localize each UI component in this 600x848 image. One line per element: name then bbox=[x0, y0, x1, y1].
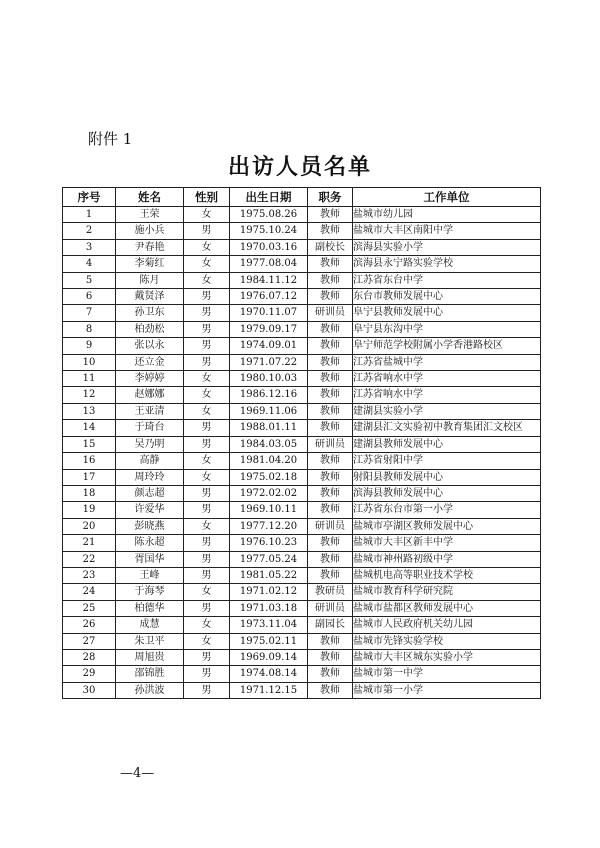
cell-birth-date: 1977.12.20 bbox=[230, 518, 308, 534]
cell-gender: 男 bbox=[184, 321, 230, 337]
table-row bbox=[63, 649, 541, 665]
table-row bbox=[63, 387, 541, 403]
cell-gender: 女 bbox=[184, 207, 230, 223]
cell-work-unit: 建湖县教师发展中心 bbox=[353, 436, 541, 452]
cell-position: 教师 bbox=[308, 289, 353, 305]
cell-work-unit: 盐城市教育科学研究院 bbox=[353, 584, 541, 600]
cell-name: 于海琴 bbox=[116, 584, 184, 600]
cell-birth-date: 1970.03.16 bbox=[230, 239, 308, 255]
cell-birth-date: 1971.12.15 bbox=[230, 682, 308, 698]
cell-serial: 21 bbox=[63, 535, 116, 551]
cell-position: 研训员 bbox=[308, 600, 353, 616]
cell-serial: 17 bbox=[63, 469, 116, 485]
header-name: 姓名 bbox=[116, 188, 184, 207]
cell-serial: 29 bbox=[63, 666, 116, 682]
table-row bbox=[63, 354, 541, 370]
cell-name: 高静 bbox=[116, 453, 184, 469]
personnel-table bbox=[62, 187, 541, 699]
header-gender: 性别 bbox=[184, 188, 230, 207]
cell-name: 尹春艳 bbox=[116, 239, 184, 255]
cell-serial: 22 bbox=[63, 551, 116, 567]
cell-position: 教师 bbox=[308, 567, 353, 583]
header-position: 职务 bbox=[308, 188, 353, 207]
cell-gender: 男 bbox=[184, 600, 230, 616]
cell-work-unit: 江苏省东台市第一小学 bbox=[353, 502, 541, 518]
cell-position: 教师 bbox=[308, 666, 353, 682]
cell-serial: 2 bbox=[63, 223, 116, 239]
cell-birth-date: 1970.11.07 bbox=[230, 305, 308, 321]
table-row bbox=[63, 305, 541, 321]
cell-work-unit: 江苏省射阳中学 bbox=[353, 453, 541, 469]
cell-birth-date: 1975.02.18 bbox=[230, 469, 308, 485]
cell-name: 陈永超 bbox=[116, 535, 184, 551]
cell-gender: 男 bbox=[184, 223, 230, 239]
cell-gender: 男 bbox=[184, 289, 230, 305]
cell-gender: 女 bbox=[184, 272, 230, 288]
cell-gender: 女 bbox=[184, 256, 230, 272]
cell-work-unit: 阜宁县东沟中学 bbox=[353, 321, 541, 337]
cell-serial: 10 bbox=[63, 354, 116, 370]
cell-name: 张以永 bbox=[116, 338, 184, 354]
cell-work-unit: 阜宁县教师发展中心 bbox=[353, 305, 541, 321]
cell-position: 教研员 bbox=[308, 584, 353, 600]
cell-position: 教师 bbox=[308, 535, 353, 551]
table-row bbox=[63, 551, 541, 567]
cell-work-unit: 江苏省东台中学 bbox=[353, 272, 541, 288]
table-row bbox=[63, 436, 541, 452]
cell-serial: 23 bbox=[63, 567, 116, 583]
cell-name: 柏德华 bbox=[116, 600, 184, 616]
cell-name: 于琦台 bbox=[116, 420, 184, 436]
cell-gender: 男 bbox=[184, 485, 230, 501]
cell-birth-date: 1984.03.05 bbox=[230, 436, 308, 452]
table-row bbox=[63, 617, 541, 633]
cell-gender: 男 bbox=[184, 567, 230, 583]
table-row bbox=[63, 420, 541, 436]
cell-birth-date: 1972.02.02 bbox=[230, 485, 308, 501]
cell-serial: 15 bbox=[63, 436, 116, 452]
cell-serial: 1 bbox=[63, 207, 116, 223]
cell-gender: 男 bbox=[184, 551, 230, 567]
header-serial: 序号 bbox=[63, 188, 116, 207]
cell-gender: 男 bbox=[184, 354, 230, 370]
cell-gender: 女 bbox=[184, 617, 230, 633]
cell-position: 教师 bbox=[308, 453, 353, 469]
cell-work-unit: 盐城市幼儿园 bbox=[353, 207, 541, 223]
cell-serial: 9 bbox=[63, 338, 116, 354]
cell-work-unit: 滨海县永宁路实验学校 bbox=[353, 256, 541, 272]
cell-position: 教师 bbox=[308, 354, 353, 370]
table-row bbox=[63, 502, 541, 518]
cell-serial: 30 bbox=[63, 682, 116, 698]
table-row bbox=[63, 453, 541, 469]
cell-serial: 19 bbox=[63, 502, 116, 518]
cell-gender: 女 bbox=[184, 469, 230, 485]
cell-serial: 5 bbox=[63, 272, 116, 288]
cell-work-unit: 江苏省响水中学 bbox=[353, 371, 541, 387]
cell-position: 教师 bbox=[308, 551, 353, 567]
cell-birth-date: 1976.07.12 bbox=[230, 289, 308, 305]
cell-birth-date: 1986.12.16 bbox=[230, 387, 308, 403]
cell-serial: 25 bbox=[63, 600, 116, 616]
attachment-label: 附件 1 bbox=[88, 130, 133, 148]
cell-name: 王亚清 bbox=[116, 403, 184, 419]
cell-position: 教师 bbox=[308, 403, 353, 419]
table-row bbox=[63, 223, 541, 239]
table-row bbox=[63, 666, 541, 682]
cell-birth-date: 1973.11.04 bbox=[230, 617, 308, 633]
cell-position: 教师 bbox=[308, 256, 353, 272]
cell-work-unit: 盐城市人民政府机关幼儿园 bbox=[353, 617, 541, 633]
table-row bbox=[63, 600, 541, 616]
cell-name: 成慧 bbox=[116, 617, 184, 633]
cell-serial: 20 bbox=[63, 518, 116, 534]
cell-birth-date: 1976.10.23 bbox=[230, 535, 308, 551]
cell-gender: 男 bbox=[184, 502, 230, 518]
cell-name: 施小兵 bbox=[116, 223, 184, 239]
cell-gender: 男 bbox=[184, 535, 230, 551]
cell-name: 朱卫平 bbox=[116, 633, 184, 649]
cell-name: 王峰 bbox=[116, 567, 184, 583]
cell-birth-date: 1971.07.22 bbox=[230, 354, 308, 370]
cell-gender: 女 bbox=[184, 403, 230, 419]
cell-serial: 16 bbox=[63, 453, 116, 469]
cell-serial: 11 bbox=[63, 371, 116, 387]
cell-serial: 3 bbox=[63, 239, 116, 255]
cell-name: 颜志超 bbox=[116, 485, 184, 501]
cell-serial: 7 bbox=[63, 305, 116, 321]
cell-serial: 8 bbox=[63, 321, 116, 337]
table-row bbox=[63, 272, 541, 288]
cell-work-unit: 滨海县实验小学 bbox=[353, 239, 541, 255]
cell-birth-date: 1974.09.01 bbox=[230, 338, 308, 354]
cell-serial: 27 bbox=[63, 633, 116, 649]
page-number: —4— bbox=[120, 766, 155, 781]
cell-work-unit: 阜宁师范学校附属小学香港路校区 bbox=[353, 338, 541, 354]
cell-work-unit: 盐城市大丰区南阳中学 bbox=[353, 223, 541, 239]
page-title: 出访人员名单 bbox=[227, 154, 372, 180]
cell-position: 教师 bbox=[308, 387, 353, 403]
cell-position: 教师 bbox=[308, 420, 353, 436]
cell-gender: 男 bbox=[184, 666, 230, 682]
cell-position: 教师 bbox=[308, 272, 353, 288]
cell-name: 孙洪波 bbox=[116, 682, 184, 698]
table-row bbox=[63, 371, 541, 387]
cell-gender: 男 bbox=[184, 682, 230, 698]
cell-work-unit: 盐城市神州路初级中学 bbox=[353, 551, 541, 567]
table-row bbox=[63, 535, 541, 551]
cell-gender: 女 bbox=[184, 518, 230, 534]
cell-gender: 女 bbox=[184, 453, 230, 469]
cell-name: 王荣 bbox=[116, 207, 184, 223]
cell-birth-date: 1977.05.24 bbox=[230, 551, 308, 567]
cell-position: 教师 bbox=[308, 321, 353, 337]
cell-name: 吴乃明 bbox=[116, 436, 184, 452]
cell-position: 研训员 bbox=[308, 436, 353, 452]
cell-name: 赵娜娜 bbox=[116, 387, 184, 403]
cell-gender: 女 bbox=[184, 387, 230, 403]
cell-gender: 女 bbox=[184, 584, 230, 600]
cell-birth-date: 1981.05.22 bbox=[230, 567, 308, 583]
table-row bbox=[63, 567, 541, 583]
cell-work-unit: 盐城市亭湖区教师发展中心 bbox=[353, 518, 541, 534]
cell-work-unit: 盐城市第一中学 bbox=[353, 666, 541, 682]
cell-name: 陈月 bbox=[116, 272, 184, 288]
cell-serial: 18 bbox=[63, 485, 116, 501]
cell-serial: 12 bbox=[63, 387, 116, 403]
cell-position: 教师 bbox=[308, 338, 353, 354]
cell-gender: 女 bbox=[184, 239, 230, 255]
cell-position: 教师 bbox=[308, 502, 353, 518]
cell-position: 副园长 bbox=[308, 617, 353, 633]
cell-position: 教师 bbox=[308, 649, 353, 665]
cell-birth-date: 1969.11.06 bbox=[230, 403, 308, 419]
cell-gender: 男 bbox=[184, 436, 230, 452]
cell-birth-date: 1975.10.24 bbox=[230, 223, 308, 239]
cell-gender: 女 bbox=[184, 371, 230, 387]
table-row bbox=[63, 338, 541, 354]
cell-position: 教师 bbox=[308, 207, 353, 223]
cell-serial: 13 bbox=[63, 403, 116, 419]
table-row bbox=[63, 485, 541, 501]
cell-name: 周玲玲 bbox=[116, 469, 184, 485]
cell-birth-date: 1977.08.04 bbox=[230, 256, 308, 272]
cell-birth-date: 1981.04.20 bbox=[230, 453, 308, 469]
cell-birth-date: 1974.08.14 bbox=[230, 666, 308, 682]
table-row bbox=[63, 289, 541, 305]
cell-name: 周旭贵 bbox=[116, 649, 184, 665]
cell-position: 教师 bbox=[308, 633, 353, 649]
cell-work-unit: 盐城市大丰区城东实验小学 bbox=[353, 649, 541, 665]
cell-birth-date: 1969.09.14 bbox=[230, 649, 308, 665]
cell-position: 副校长 bbox=[308, 239, 353, 255]
table-row bbox=[63, 207, 541, 223]
cell-birth-date: 1988.01.11 bbox=[230, 420, 308, 436]
table-row bbox=[63, 518, 541, 534]
cell-serial: 28 bbox=[63, 649, 116, 665]
header-birth-date: 出生日期 bbox=[230, 188, 308, 207]
cell-birth-date: 1980.10.03 bbox=[230, 371, 308, 387]
cell-gender: 男 bbox=[184, 420, 230, 436]
cell-serial: 24 bbox=[63, 584, 116, 600]
cell-gender: 女 bbox=[184, 633, 230, 649]
cell-birth-date: 1984.11.12 bbox=[230, 272, 308, 288]
cell-work-unit: 盐城市先锋实验学校 bbox=[353, 633, 541, 649]
cell-position: 研训员 bbox=[308, 305, 353, 321]
table-row bbox=[63, 239, 541, 255]
header-work-unit: 工作单位 bbox=[353, 188, 541, 207]
cell-birth-date: 1975.02.11 bbox=[230, 633, 308, 649]
cell-birth-date: 1969.10.11 bbox=[230, 502, 308, 518]
table-row bbox=[63, 256, 541, 272]
cell-birth-date: 1971.03.18 bbox=[230, 600, 308, 616]
cell-name: 邵锦胜 bbox=[116, 666, 184, 682]
cell-name: 李菊红 bbox=[116, 256, 184, 272]
cell-work-unit: 盐城机电高等职业技术学校 bbox=[353, 567, 541, 583]
cell-name: 许爱华 bbox=[116, 502, 184, 518]
cell-work-unit: 东台市教师发展中心 bbox=[353, 289, 541, 305]
cell-name: 还立金 bbox=[116, 354, 184, 370]
table-row bbox=[63, 469, 541, 485]
cell-birth-date: 1971.02.12 bbox=[230, 584, 308, 600]
cell-gender: 男 bbox=[184, 338, 230, 354]
table-row bbox=[63, 403, 541, 419]
cell-position: 教师 bbox=[308, 682, 353, 698]
cell-work-unit: 建湖县实验小学 bbox=[353, 403, 541, 419]
cell-name: 胥国华 bbox=[116, 551, 184, 567]
cell-work-unit: 盐城市第一小学 bbox=[353, 682, 541, 698]
cell-position: 教师 bbox=[308, 371, 353, 387]
cell-name: 李婷婷 bbox=[116, 371, 184, 387]
table-row bbox=[63, 682, 541, 698]
cell-position: 教师 bbox=[308, 223, 353, 239]
cell-name: 彭晓燕 bbox=[116, 518, 184, 534]
cell-work-unit: 江苏省盐城中学 bbox=[353, 354, 541, 370]
cell-work-unit: 盐城市大丰区新丰中学 bbox=[353, 535, 541, 551]
cell-work-unit: 盐城市盐都区教师发展中心 bbox=[353, 600, 541, 616]
cell-name: 孙卫东 bbox=[116, 305, 184, 321]
cell-serial: 14 bbox=[63, 420, 116, 436]
cell-gender: 男 bbox=[184, 649, 230, 665]
table-row bbox=[63, 321, 541, 337]
table-header-row bbox=[63, 188, 541, 207]
cell-name: 戴贤泽 bbox=[116, 289, 184, 305]
cell-gender: 男 bbox=[184, 305, 230, 321]
cell-serial: 6 bbox=[63, 289, 116, 305]
cell-serial: 26 bbox=[63, 617, 116, 633]
table-row bbox=[63, 633, 541, 649]
cell-position: 教师 bbox=[308, 485, 353, 501]
cell-work-unit: 射阳县教师发展中心 bbox=[353, 469, 541, 485]
cell-position: 教师 bbox=[308, 469, 353, 485]
cell-serial: 4 bbox=[63, 256, 116, 272]
cell-name: 柏劲松 bbox=[116, 321, 184, 337]
cell-work-unit: 江苏省响水中学 bbox=[353, 387, 541, 403]
cell-birth-date: 1979.09.17 bbox=[230, 321, 308, 337]
cell-work-unit: 建湖县汇文实验初中教育集团汇文校区 bbox=[353, 420, 541, 436]
cell-position: 研训员 bbox=[308, 518, 353, 534]
cell-work-unit: 滨海县教师发展中心 bbox=[353, 485, 541, 501]
cell-birth-date: 1975.08.26 bbox=[230, 207, 308, 223]
table-row bbox=[63, 584, 541, 600]
